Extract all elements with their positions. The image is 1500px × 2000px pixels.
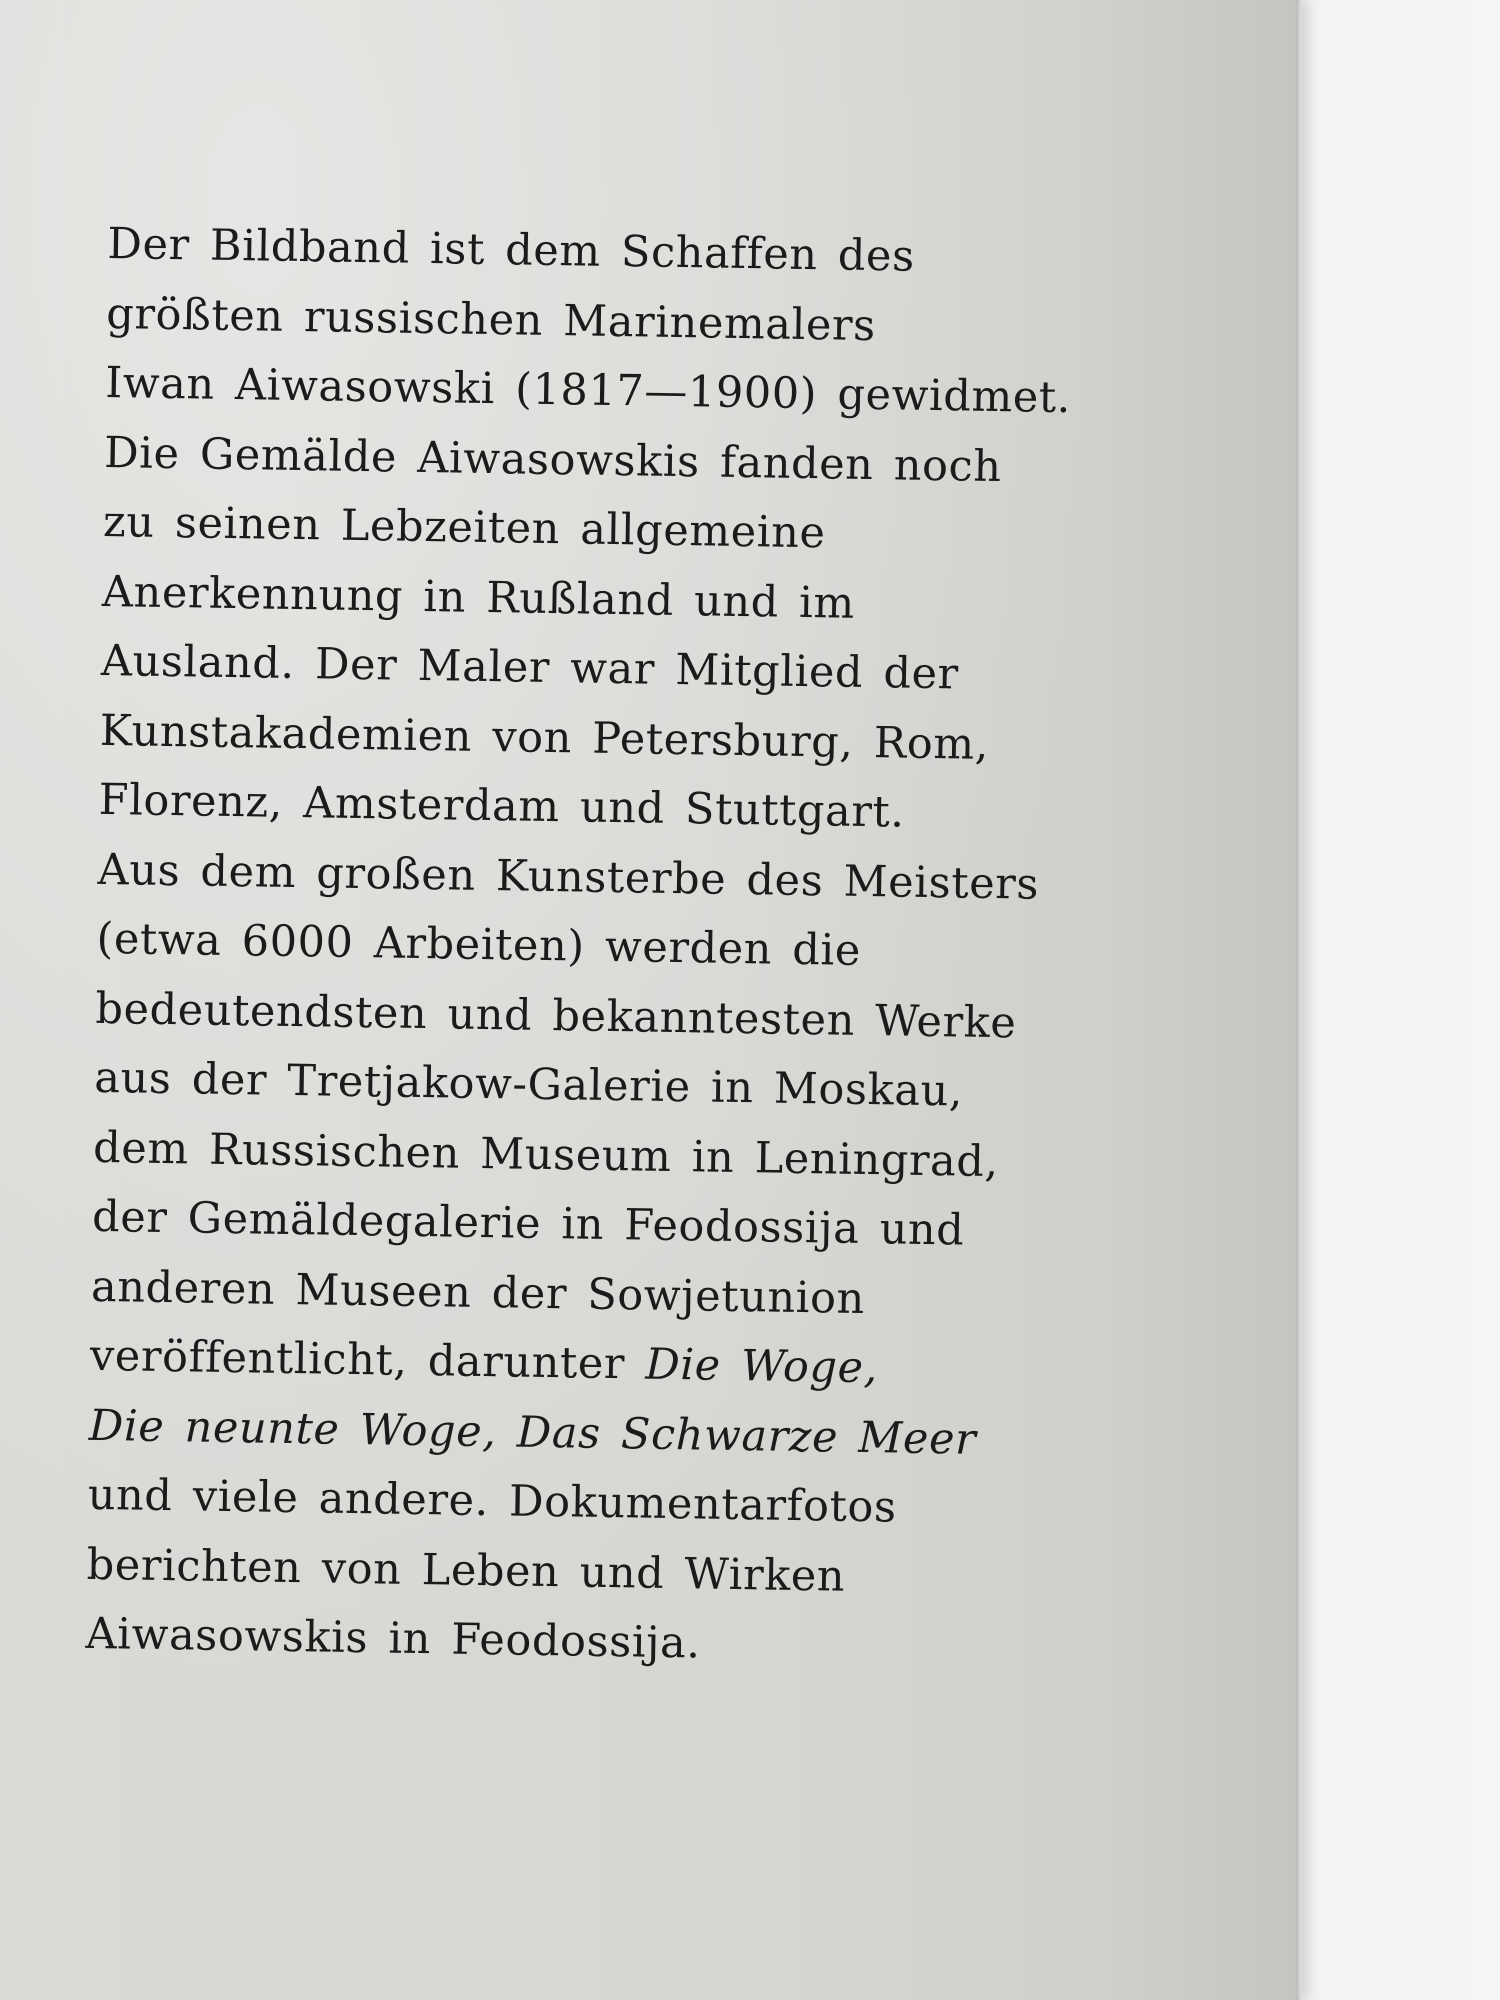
italic-title: Die Woge, <box>644 1339 879 1394</box>
book-description-paragraph <box>85 210 1108 1685</box>
text-line: bedeutendsten und bekanntesten Werke <box>95 983 1017 1048</box>
text-line: Ausland. Der Maler war Mitglied der <box>100 635 960 700</box>
text-line: und viele andere. Dokumentarfotos <box>87 1469 898 1533</box>
text-segment: veröffentlicht, darunter <box>89 1330 646 1390</box>
page-edge <box>1296 0 1302 2000</box>
text-line: Iwan Aiwasowski (1817—1900) gewidmet. <box>104 357 1072 424</box>
text-line: Der Bildband ist dem Schaffen des <box>107 218 916 282</box>
text-line: zu seinen Lebzeiten allgemeine <box>102 496 826 559</box>
text-line: Aiwasowskis in Feodossija. <box>85 1608 702 1669</box>
text-line: Die Gemälde Aiwasowskis fanden noch <box>103 427 1002 492</box>
text-line: größten russischen Marinemalers <box>105 288 877 351</box>
text-line: (etwa 6000 Arbeiten) werden die <box>96 913 862 976</box>
text-line: berichten von Leben und Wirken <box>86 1539 846 1602</box>
text-line: Florenz, Amsterdam und Stuttgart. <box>98 774 906 838</box>
italic-titles-line: Die neunte Woge, Das Schwarze Meer <box>88 1400 977 1465</box>
text-line: der Gemäldegalerie in Feodossija und <box>91 1191 965 1256</box>
text-line: Anerkennung in Rußland und im <box>101 566 856 629</box>
text-line: Aus dem großen Kunsterbe des Meisters <box>97 844 1040 910</box>
text-line: Kunstakademien von Petersburg, Rom, <box>99 705 990 770</box>
text-line: dem Russischen Museum in Leningrad, <box>92 1122 1000 1187</box>
text-line: anderen Museen der Sowjetunion <box>90 1261 866 1324</box>
text-line: aus der Tretjakow-Galerie in Moskau, <box>93 1052 964 1117</box>
